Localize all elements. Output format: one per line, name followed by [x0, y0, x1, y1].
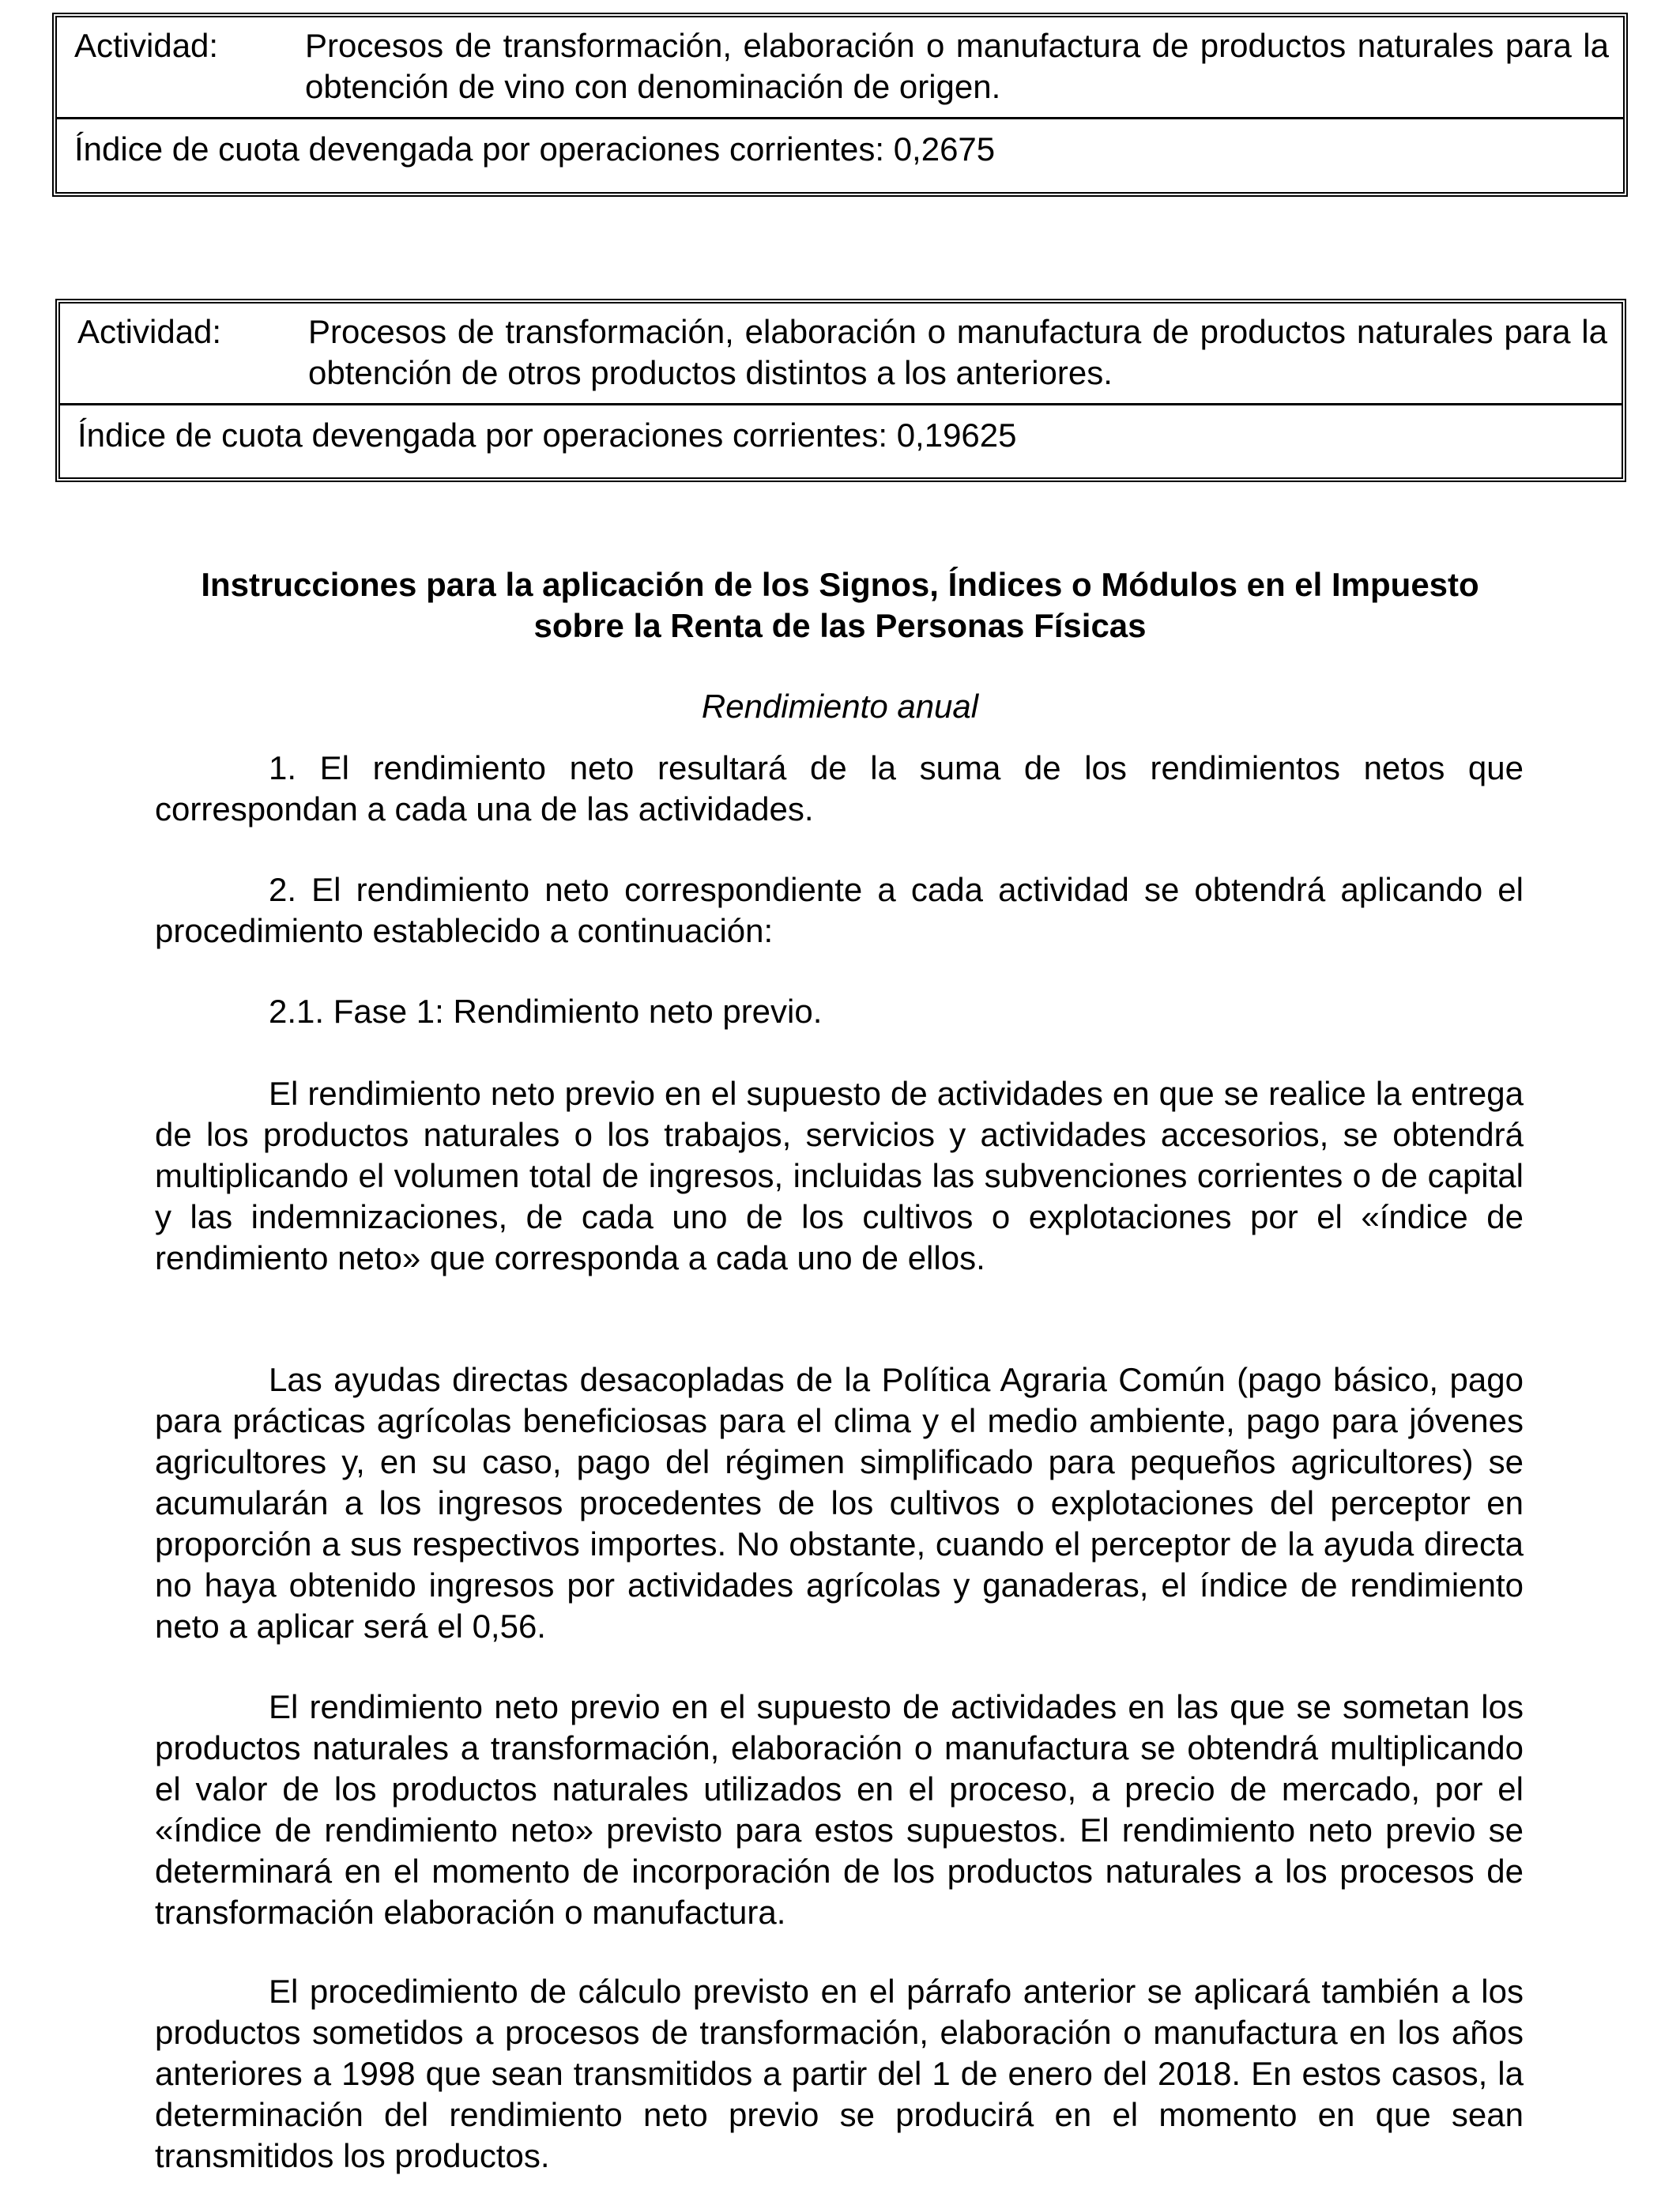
section-heading-line-1: Instrucciones para la aplicación de los Signos, Índices o Módulos en el Impuesto — [201, 566, 1479, 603]
subsection-title: Rendimiento anual — [701, 688, 979, 725]
activity-label: Actividad: — [77, 313, 222, 350]
section-heading-line-2: sobre la Renta de las Personas Físicas — [533, 607, 1147, 644]
paragraph-5: Las ayudas directas desacopladas de la Política Agraria Común (pago básico, pago para prácticas agrícolas beneficiosas para el clima y el medio ambiente, pago para jóvenes agricultores y, en su caso, pago del régimen simplificado para pequeños agricultores) se acumularán a los ingresos procedentes de los cultivos o explotaciones del perceptor en proporción a sus respectivos importes. No obstante, cuando el perceptor de la ayuda directa no haya obtenido ingresos por actividades agrícolas y ganaderas, el índice de rendimiento neto a aplicar será el 0,56. — [155, 1361, 1524, 1645]
index-row: Índice de cuota devengada por operaciones corrientes: 0,19625 — [77, 417, 1017, 454]
activity-box-wine — [52, 13, 1628, 197]
activity-description: Procesos de transformación, elaboración o manufactura de productos naturales para la obtención de otros productos distintos a los anteriores. — [308, 313, 1607, 391]
paragraph-6: El rendimiento neto previo en el supuesto de actividades en las que se sometan los productos naturales a transformación, elaboración o manufactura se obtendrá multiplicando el valor de los productos naturales utilizados en el proceso, a precio de mercado, por el «índice de rendimiento neto» previsto para estos supuestos. El rendimiento neto previo se determinará en el momento de incorporación de los productos naturales a los procesos de transformación elaboración o manufactura. — [155, 1688, 1524, 1931]
paragraph-2: 2. El rendimiento neto correspondiente a cada actividad se obtendrá aplicando el procedimiento establecido a continuación: — [155, 871, 1524, 949]
paragraph-3: 2.1. Fase 1: Rendimiento neto previo. — [269, 993, 823, 1030]
index-row: Índice de cuota devengada por operaciones corrientes: 0,2675 — [74, 130, 996, 168]
activity-row — [60, 303, 1622, 405]
paragraph-7: El procedimiento de cálculo previsto en el párrafo anterior se aplicará también a los productos sometidos a procesos de transformación, elaboración o manufactura en los años anteriores a 1998 que sean transmitidos a partir del 1 de enero del 2018. En estos casos, la determinación del rendimiento neto previo se producirá en el momento en que sean transmitidos los productos. — [155, 1973, 1524, 2174]
paragraph-1: 1. El rendimiento neto resultará de la suma de los rendimientos netos que correspondan a cada una de las actividades. — [155, 749, 1524, 827]
activity-label: Actividad: — [74, 27, 219, 64]
activity-box-other-products — [55, 299, 1626, 482]
activity-row — [57, 17, 1623, 119]
section-heading — [126, 564, 1554, 647]
paragraph-4: El rendimiento neto previo en el supuesto de actividades en que se realice la entrega de los productos naturales o los trabajos, servicios y actividades accesorios, se obtendrá multiplicando el volumen total de ingresos, incluidas las subvenciones corrientes o de capital y las indemnizaciones, de cada uno de los cultivos o explotaciones por el «índice de rendimiento neto» que corresponda a cada uno de ellos. — [155, 1075, 1524, 1276]
activity-description: Procesos de transformación, elaboración o manufactura de productos naturales para la obtención de vino con denominación de origen. — [305, 27, 1609, 105]
